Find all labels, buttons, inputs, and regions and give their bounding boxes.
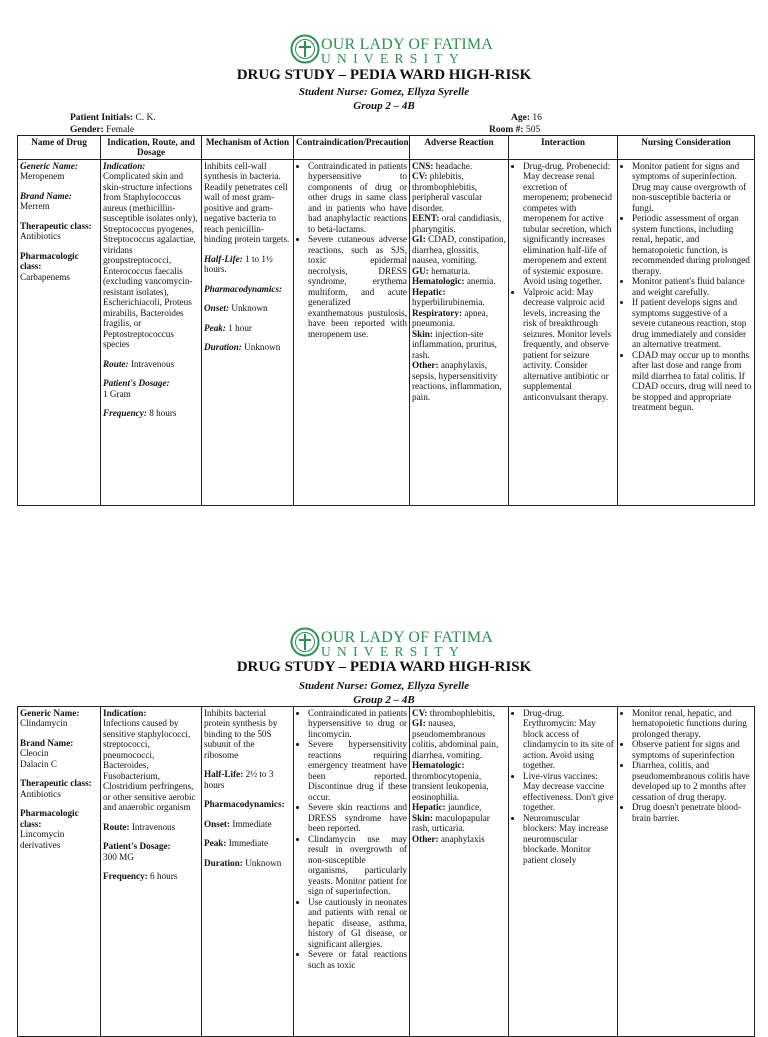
interaction-cell bbox=[509, 707, 618, 1037]
list-item: • Severe skin reactions and DRESS syndrome have been reported. bbox=[308, 802, 407, 833]
contraindication-list bbox=[296, 161, 407, 339]
table-row bbox=[18, 159, 755, 505]
list-item: • Contraindicated in patients hypersensitive to components of drug or other drugs in same class and in patients who have had anaphylactic reactions to beta-lactams. bbox=[308, 161, 407, 234]
student-nurse: Student Nurse: Gomez, Ellyza Syrelle bbox=[298, 86, 470, 98]
list-item: Hepatic: jaundice, bbox=[412, 802, 482, 813]
mechanism-text: Inhibits cell-wall synthesis in bacteria. Readily penetrates cell wall of most gram-positive and gram-negative bacteria to reach penicillin-binding protein targets. bbox=[204, 160, 290, 245]
list-item: Skin: maculopapular rash, urticaria. bbox=[412, 812, 490, 834]
list-item: • Severe hypersensitivity reactions requiring emergency treatment have been reported. Discontinue drug if these occur. bbox=[308, 739, 407, 802]
pharmacologic-class: Pharmacologic class: Lincomycin derivatives bbox=[20, 808, 79, 850]
university-seal-icon bbox=[290, 34, 320, 64]
adverse-reaction-cell bbox=[410, 707, 509, 1037]
generic-name: Generic Name: Meropenem bbox=[20, 160, 78, 182]
logo-line-2: UNIVERSITY bbox=[321, 51, 465, 66]
list-item: • Use cautiously in neonates and patients with renal or hepatic disease, asthma, history of GI disease, or significant allergies. bbox=[308, 897, 407, 949]
nursing-consideration-cell bbox=[618, 159, 755, 505]
indication-cell bbox=[101, 707, 202, 1037]
page-title: DRUG STUDY – PEDIA WARD HIGH-RISK bbox=[236, 67, 532, 83]
contraindication-cell bbox=[294, 159, 410, 505]
interaction-list bbox=[511, 161, 615, 402]
list-item: GI: nausea, pseudomembranous colitis, abdominal pain, diarrhea, vomiting. bbox=[412, 718, 499, 760]
list-item: Skin: injection-site inflammation, pruritus, rash. bbox=[412, 328, 497, 360]
list-item: • Monitor patient for signs and symptoms of superinfection. Drug may cause overgrowth of non-susceptible bacteria or fungi. bbox=[632, 161, 752, 213]
half-life: Half-Life: 2½ to 3 hours bbox=[204, 769, 274, 790]
route: Route: Intravenous bbox=[103, 358, 175, 369]
university-logo bbox=[0, 34, 768, 68]
nursing-consideration-cell bbox=[618, 707, 755, 1037]
therapeutic-class: Therapeutic class: Antibiotics bbox=[20, 778, 92, 799]
mechanism-cell bbox=[202, 159, 294, 505]
duration: Duration: Unknown bbox=[204, 857, 282, 868]
list-item: Other: anaphylaxis bbox=[412, 833, 485, 844]
mechanism-cell bbox=[202, 707, 294, 1037]
patient-initials: Patient Initials: C. K. bbox=[70, 113, 156, 123]
indication: Indication: Complicated skin and skin-structure infections from Staphylococcus aureus (methicillin-susceptible isolates only), Streptococcus pyogenes, Streptococcus agalactiae, viridans groupstreptococci, Enterococcus faecalis (excluding vancomycin-resistant isolates), Escherichiacoli, Proteus mirabilis, Bacteroides fragilis, or Peptostreptococcus species bbox=[103, 160, 198, 350]
drug-name-cell bbox=[18, 707, 101, 1037]
patient-dosage: Patient's Dosage: 1 Gram bbox=[103, 378, 170, 399]
list-item: • CDAD may occur up to months after last dose and range from mild diarrhea to fatal colitis. If CDAD occurs, drug will need to be stopped and appropriate treatment begun. bbox=[632, 350, 752, 413]
brand-name: Brand Name: Merrem bbox=[20, 190, 72, 212]
list-item: • Diarrhea, colitis, and pseudomembranous colitis have developed up to 2 months after cessation of drug therapy. bbox=[632, 760, 752, 802]
nursing-list bbox=[620, 161, 752, 413]
therapeutic-class: Therapeutic class: Antibiotics bbox=[20, 220, 92, 242]
list-item: Respiratory: apnea, pneumonia. bbox=[412, 307, 489, 329]
logo-line-1: OUR LADY OF FATIMA bbox=[321, 36, 494, 53]
list-item: CNS: headache. bbox=[412, 160, 473, 171]
list-item: • Observe patient for signs and symptoms of superinfection bbox=[632, 739, 752, 760]
drug-study-table bbox=[17, 135, 755, 506]
onset: Onset: Immediate bbox=[204, 818, 272, 829]
list-item: Other: anaphylaxis, sepsis, hypersensitivity reactions, inflammation, pain. bbox=[412, 360, 502, 402]
half-life: Half-Life: 1 to 1½ hours. bbox=[204, 253, 273, 275]
onset: Onset: Unknown bbox=[204, 303, 268, 314]
list-item: • Neuromuscular blockers: May increase neuromuscular blockade. Monitor patient closely bbox=[523, 813, 615, 865]
list-item: • Monitor renal, hepatic, and hematopoietic functions during prolonged therapy. bbox=[632, 708, 752, 739]
patient-room: Room #: 505 bbox=[489, 125, 541, 135]
nursing-list bbox=[620, 708, 752, 823]
list-item: GU: hematuria. bbox=[412, 265, 471, 276]
list-item: • Monitor patient's fluid balance and weight carefully. bbox=[632, 276, 752, 297]
patient-age: Age: 16 bbox=[511, 113, 542, 123]
peak: Peak: Immediate bbox=[204, 838, 269, 849]
indication-cell bbox=[101, 159, 202, 505]
duration: Duration: Unknown bbox=[204, 342, 281, 353]
list-item: • Periodic assessment of organ system functions, including renal, hepatic, and hematopoietic function, is recommended during prolonged therapy. bbox=[632, 213, 752, 276]
list-item: Hematologic: thrombocytopenia, transient leukopenia, eosinophilia. bbox=[412, 760, 489, 802]
group: Group 2 – 4B bbox=[353, 694, 415, 706]
list-item: CV: phlebitis, thrombophlebitis, peripheral vascular disorder. bbox=[412, 171, 483, 213]
drug-name-cell bbox=[18, 159, 101, 505]
header-mechanism: Mechanism of Action bbox=[202, 136, 294, 160]
header-adverse-reaction: Adverse Reaction bbox=[410, 136, 509, 160]
list-item: • If patient develops signs and symptoms suggestive of a severe cutaneous reaction, stop drug immediately and consider an alternative treatment. bbox=[632, 297, 752, 349]
pharmacodynamics-label: Pharmacodynamics: bbox=[204, 283, 283, 294]
mechanism-text: Inhibits bacterial protein synthesis by binding to the 50S subunit of the ribosome bbox=[204, 708, 278, 760]
interaction-list bbox=[511, 708, 615, 865]
interaction-cell bbox=[509, 159, 618, 505]
list-item: • Live-virus vaccines: May decrease vaccine effectiveness. Don't give together. bbox=[523, 771, 615, 813]
table-header-row bbox=[18, 136, 755, 160]
list-item: • Valproic acid: May decrease valproic acid levels, increasing the risk of breakthrough seizures. Monitor levels frequently, and observe patient for seizure activity. Consider alternative antibiotic or supplemental anticonvulsant therapy. bbox=[523, 287, 615, 402]
logo-line-1: OUR LADY OF FATIMA bbox=[321, 629, 494, 646]
adverse-reaction-cell bbox=[410, 159, 509, 505]
generic-name: Generic Name: Clindamycin bbox=[20, 708, 80, 729]
patient-dosage: Patient's Dosage: 300 MG bbox=[103, 841, 171, 862]
list-item: • Drug-drug. Erythromycin: May block access of clindamycin to its site of action. Avoid using together. bbox=[523, 708, 615, 771]
header-interaction: Interaction bbox=[509, 136, 618, 160]
contraindication-cell bbox=[294, 707, 410, 1037]
list-item: Hepatic: hyperbilirubinemia. bbox=[412, 286, 485, 308]
list-item: • Severe or fatal reactions such as toxic bbox=[308, 949, 407, 970]
peak: Peak: 1 hour bbox=[204, 322, 252, 333]
list-item: • Drug doesn't penetrate blood-brain barrier. bbox=[632, 802, 752, 823]
list-item: EENT: oral candidiasis, pharyngitis. bbox=[412, 213, 502, 234]
list-item: • Drug-drug. Probenecid: May decrease renal excretion of meropenem; probenecid competes with meropenem for active tubular secretion, which significantly increases elimination half-life of meropenem and extent of systemic exposure. Avoid using together. bbox=[523, 161, 615, 287]
page-title: DRUG STUDY – PEDIA WARD HIGH-RISK bbox=[236, 659, 532, 675]
patient-gender: Gender: Female bbox=[70, 125, 135, 135]
frequency: Frequency: 6 hours bbox=[103, 871, 178, 882]
brand-name: Brand Name: Cleocin Dalacin C bbox=[20, 737, 74, 769]
university-seal-icon bbox=[290, 627, 320, 657]
header-nursing-consideration: Nursing Consideration bbox=[618, 136, 755, 160]
list-item: • Clindamycin use may result in overgrowth of non-susceptible organisms, particularly yeasts. Monitor patient for sign of superinfection. bbox=[308, 834, 407, 897]
list-item: CV: thrombophlebitis, bbox=[412, 708, 495, 718]
university-logo bbox=[0, 627, 768, 661]
header-contraindication: Contraindication/Precaution bbox=[294, 136, 410, 160]
header-indication: Indication, Route, and Dosage bbox=[101, 136, 202, 160]
pharmacodynamics-label: Pharmacodynamics: bbox=[204, 799, 285, 810]
group: Group 2 – 4B bbox=[353, 100, 415, 112]
table-row bbox=[18, 707, 755, 1037]
drug-study-table bbox=[17, 706, 755, 1037]
route: Route: Intravenous bbox=[103, 821, 176, 832]
header-name-of-drug: Name of Drug bbox=[18, 136, 101, 160]
contraindication-list bbox=[296, 708, 407, 970]
list-item: • Contraindicated in patients hypersensitive to drug or lincomycin. bbox=[308, 708, 407, 739]
frequency: Frequency: 8 hours bbox=[103, 408, 177, 419]
list-item: • Severe cutaneous adverse reactions, such as SJS, toxic epidermal necrolysis, DRESS syndrome, erythema multiform, and acute generalized exanthematous pustulosis, have been reported with meropenem use. bbox=[308, 234, 407, 339]
logo-line-2: UNIVERSITY bbox=[321, 644, 465, 659]
pharmacologic-class: Pharmacologic class: Carbapenems bbox=[20, 250, 79, 282]
student-nurse: Student Nurse: Gomez, Ellyza Syrelle bbox=[298, 680, 470, 692]
indication: Indication: Infections caused by sensitive staphylococci, streptococci, pneumococci, Bacteroides, Fusobacterium, Clostridium perfringens, or other sensitive aerobic and anaerobic organism bbox=[103, 708, 196, 813]
list-item: Hematologic: anemia. bbox=[412, 276, 496, 287]
list-item: GI: CDAD, constipation, diarrhea, glossitis, nausea, vomiting. bbox=[412, 234, 506, 266]
